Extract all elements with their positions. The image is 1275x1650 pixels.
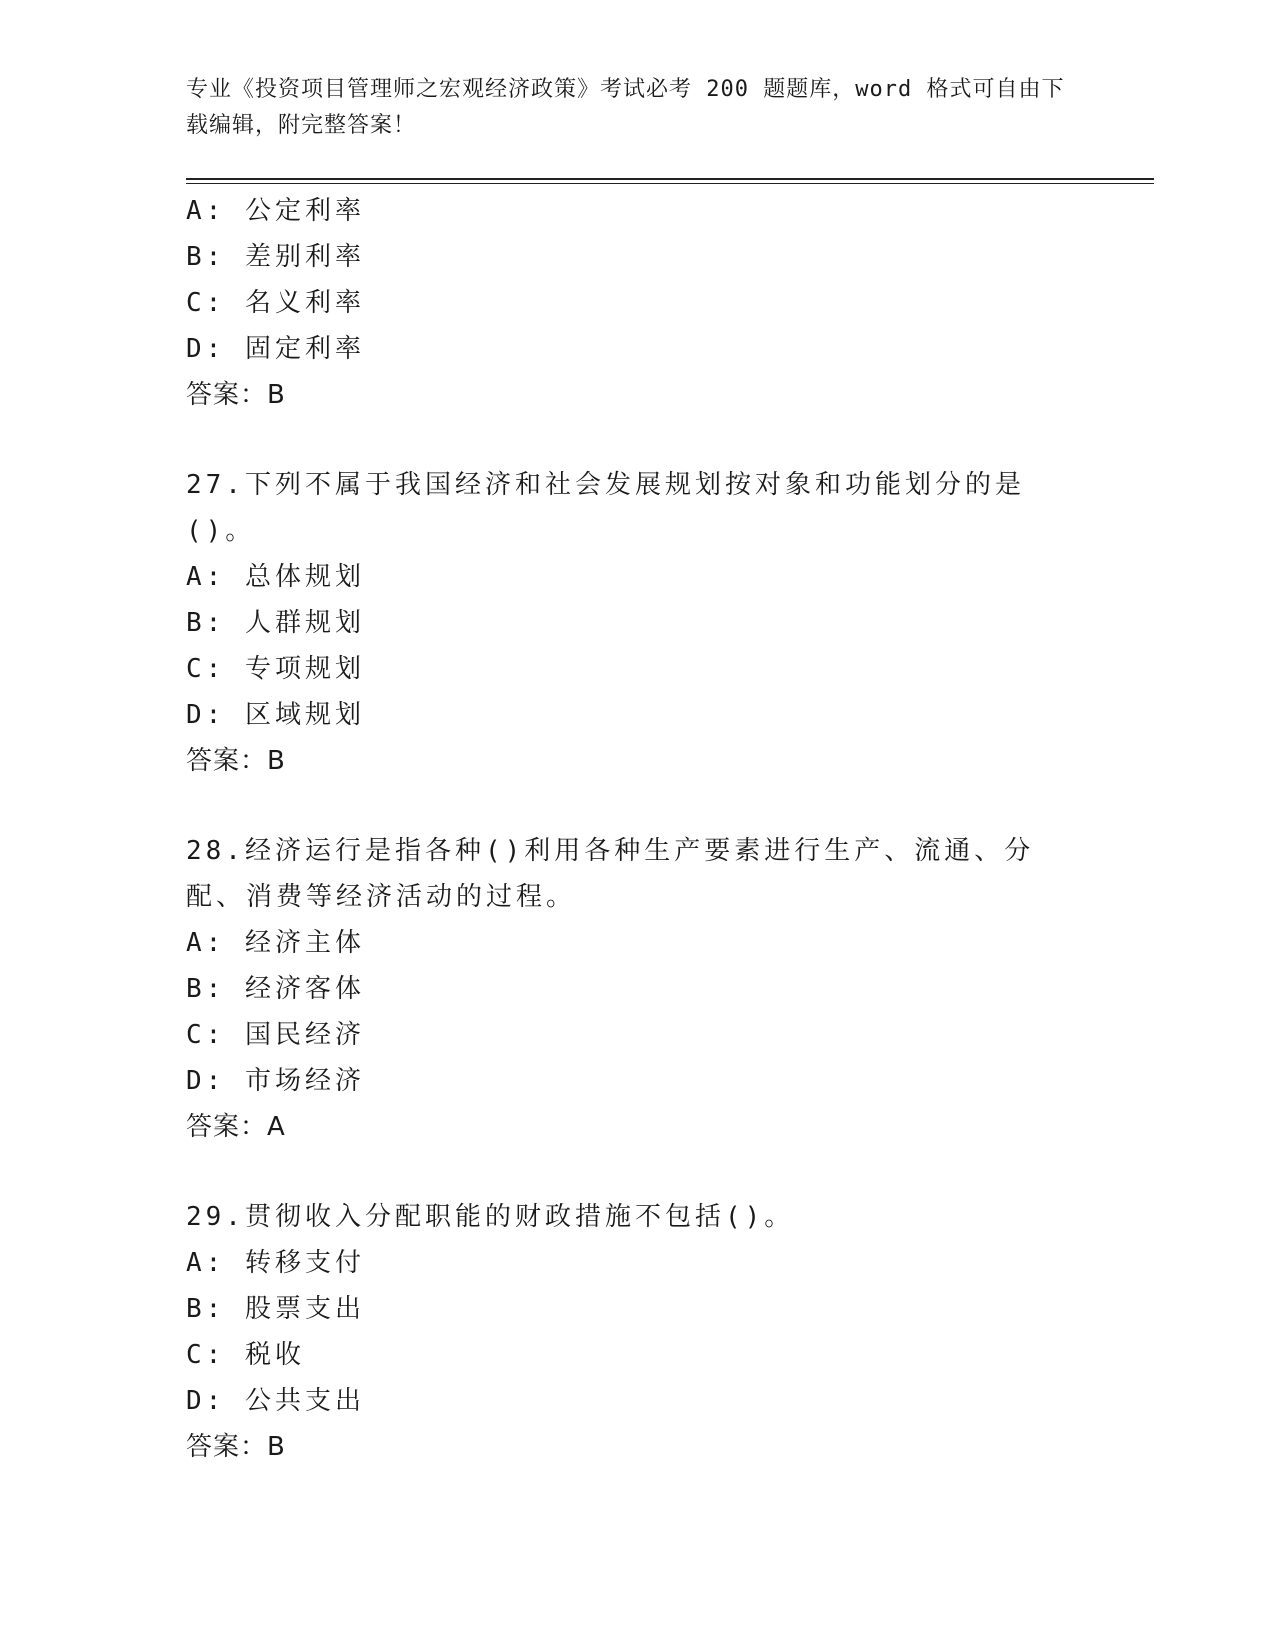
option-c: C: 税收 <box>186 1340 305 1370</box>
option-b: B: 人群规划 <box>186 608 365 638</box>
header-divider-thin <box>186 183 1154 184</box>
option-d: D: 公共支出 <box>186 1386 365 1416</box>
question-stem: 28.经济运行是指各种()利用各种生产要素进行生产、流通、分配、消费等经济活动的过程。 <box>186 836 1035 912</box>
option-a: A: 公定利率 <box>186 196 365 226</box>
option-c: C: 专项规划 <box>186 654 365 684</box>
option-b: B: 差别利率 <box>186 242 365 272</box>
answer-line: 答案：B <box>186 746 286 776</box>
option-c: C: 名义利率 <box>186 288 365 318</box>
question-28 <box>186 828 1086 1150</box>
header-divider-thick <box>186 178 1154 180</box>
spacer <box>186 1150 1086 1194</box>
question-26 <box>186 188 1086 418</box>
option-b: B: 股票支出 <box>186 1294 365 1324</box>
option-c: C: 国民经济 <box>186 1020 365 1050</box>
option-d: D: 区域规划 <box>186 700 365 730</box>
option-a: A: 总体规划 <box>186 562 365 592</box>
answer-line: 答案：B <box>186 380 286 410</box>
document-header: 专业《投资项目管理师之宏观经济政策》考试必考 200 题题库，word 格式可自由下载编辑，附完整答案！ <box>186 77 1065 138</box>
option-a: A: 经济主体 <box>186 928 365 958</box>
answer-line: 答案：A <box>186 1112 286 1142</box>
option-a: A: 转移支付 <box>186 1248 365 1278</box>
answer-line: 答案：B <box>186 1432 286 1462</box>
option-d: D: 市场经济 <box>186 1066 365 1096</box>
question-29 <box>186 1194 1086 1470</box>
question-stem: 29.贯彻收入分配职能的财政措施不包括()。 <box>186 1202 795 1232</box>
spacer <box>186 784 1086 828</box>
spacer <box>186 418 1086 462</box>
question-27 <box>186 462 1086 784</box>
option-b: B: 经济客体 <box>186 974 365 1004</box>
option-d: D: 固定利率 <box>186 334 365 364</box>
question-stem: 27.下列不属于我国经济和社会发展规划按对象和功能划分的是()。 <box>186 470 1025 546</box>
question-list <box>186 188 1086 1470</box>
